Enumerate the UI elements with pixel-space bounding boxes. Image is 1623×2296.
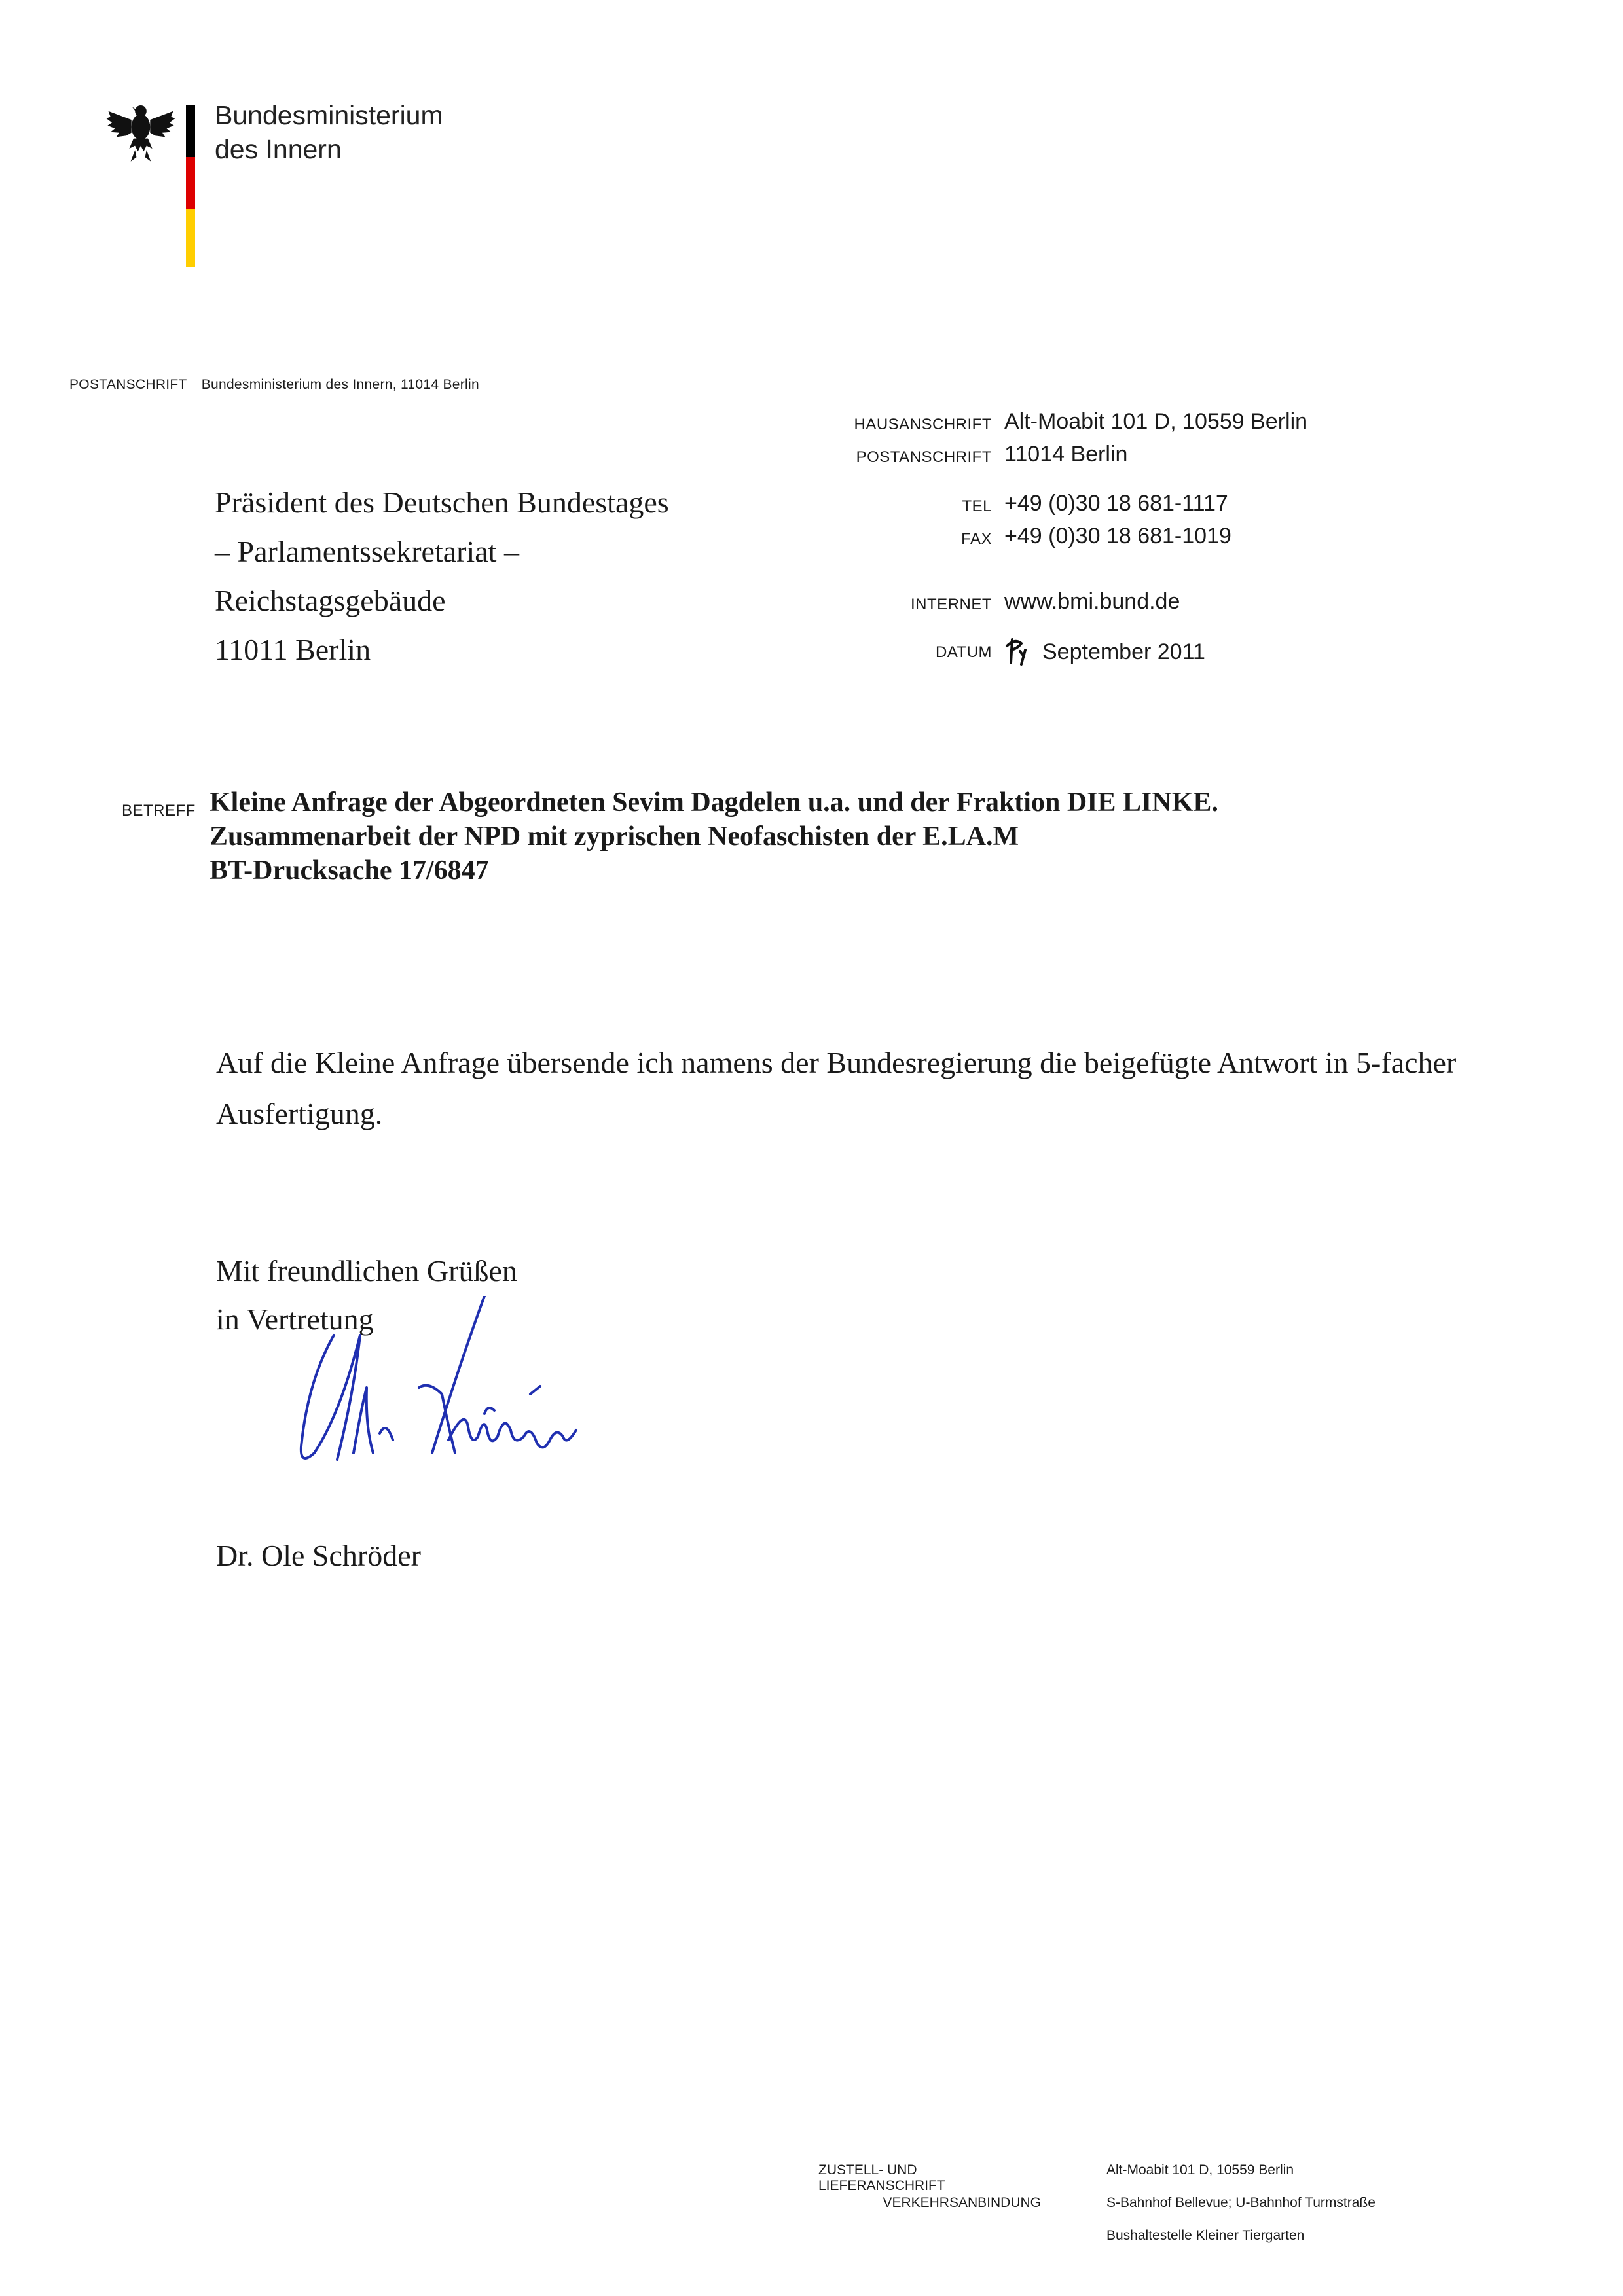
fax-value: +49 (0)30 18 681-1019 — [1004, 524, 1231, 548]
hausanschrift-row — [851, 409, 1440, 438]
tel-value: +49 (0)30 18 681-1117 — [1004, 491, 1228, 516]
datum-value-wrap — [1004, 637, 1205, 666]
postanschrift-label: POSTANSCHRIFT — [856, 448, 992, 466]
tel-label: TEL — [962, 497, 992, 515]
subject-line: Kleine Anfrage der Abgeordneten Sevim Dagdelen u.a. und der Fraktion DIE LINKE. — [210, 787, 1218, 817]
ministry-name-line1: Bundesministerium — [215, 100, 443, 130]
recipient-line: Reichstagsgebäude — [215, 584, 446, 617]
ministry-name — [215, 98, 443, 166]
postanschrift-value: 11014 Berlin — [1004, 442, 1128, 467]
internet-value[interactable]: www.bmi.bund.de — [1004, 589, 1180, 614]
delivery-value: Alt-Moabit 101 D, 10559 Berlin — [1106, 2162, 1294, 2178]
fax-row — [851, 524, 1440, 552]
recipient-address — [215, 478, 669, 674]
footer-transport-row-2 — [818, 2225, 1539, 2258]
signer-name: Dr. Ole Schröder — [216, 1539, 421, 1572]
return-address — [69, 377, 479, 393]
recipient-line: Präsident des Deutschen Bundestages — [215, 486, 669, 519]
footer-delivery-row — [818, 2160, 1539, 2193]
fax-label: FAX — [961, 530, 992, 548]
return-address-value: Bundesministerium des Innern, 11014 Berlin — [201, 377, 479, 392]
flag-bar — [186, 105, 195, 267]
hausanschrift-label: HAUSANSCHRIFT — [854, 416, 992, 433]
datum-value: September 2011 — [1042, 639, 1205, 664]
ministry-name-line2: des Innern — [215, 134, 342, 164]
transport-value-1: S-Bahnhof Bellevue; U-Bahnhof Turmstraße — [1106, 2195, 1376, 2210]
subject-line: BT-Drucksache 17/6847 — [210, 855, 489, 886]
handwritten-day-mark-icon — [1004, 637, 1030, 666]
representation: in Vertretung — [216, 1302, 374, 1336]
recipient-line: – Parlamentssekretariat – — [215, 535, 519, 568]
federal-eagle-icon — [105, 98, 177, 170]
subject — [210, 785, 1218, 888]
tel-row — [851, 491, 1440, 520]
handwritten-signature — [288, 1296, 615, 1499]
transport-value-2: Bushaltestelle Kleiner Tiergarten — [1106, 2228, 1305, 2243]
body-text: Auf die Kleine Anfrage übersende ich namens der Bundesregierung die beigefügte Antwort in 5-facher Ausfertigung. — [216, 1046, 1457, 1130]
datum-row — [851, 637, 1440, 666]
return-address-label: POSTANSCHRIFT — [69, 377, 187, 392]
greeting: Mit freundlichen Grüßen — [216, 1254, 517, 1287]
datum-label: DATUM — [935, 643, 992, 661]
internet-label: INTERNET — [911, 596, 992, 613]
hausanschrift-value: Alt-Moabit 101 D, 10559 Berlin — [1004, 409, 1308, 434]
delivery-label: ZUSTELL- UND LIEFERANSCHRIFT — [818, 2162, 945, 2193]
transport-label: VERKEHRSANBINDUNG — [883, 2195, 1041, 2210]
internet-row — [851, 589, 1440, 618]
recipient-line: 11011 Berlin — [215, 633, 371, 666]
postanschrift-row — [851, 442, 1440, 471]
subject-line: Zusammenarbeit der NPD mit zyprischen Neofaschisten der E.LA.M — [210, 821, 1019, 852]
footer-transport-row — [818, 2193, 1539, 2225]
subject-label: BETREFF — [122, 802, 196, 819]
